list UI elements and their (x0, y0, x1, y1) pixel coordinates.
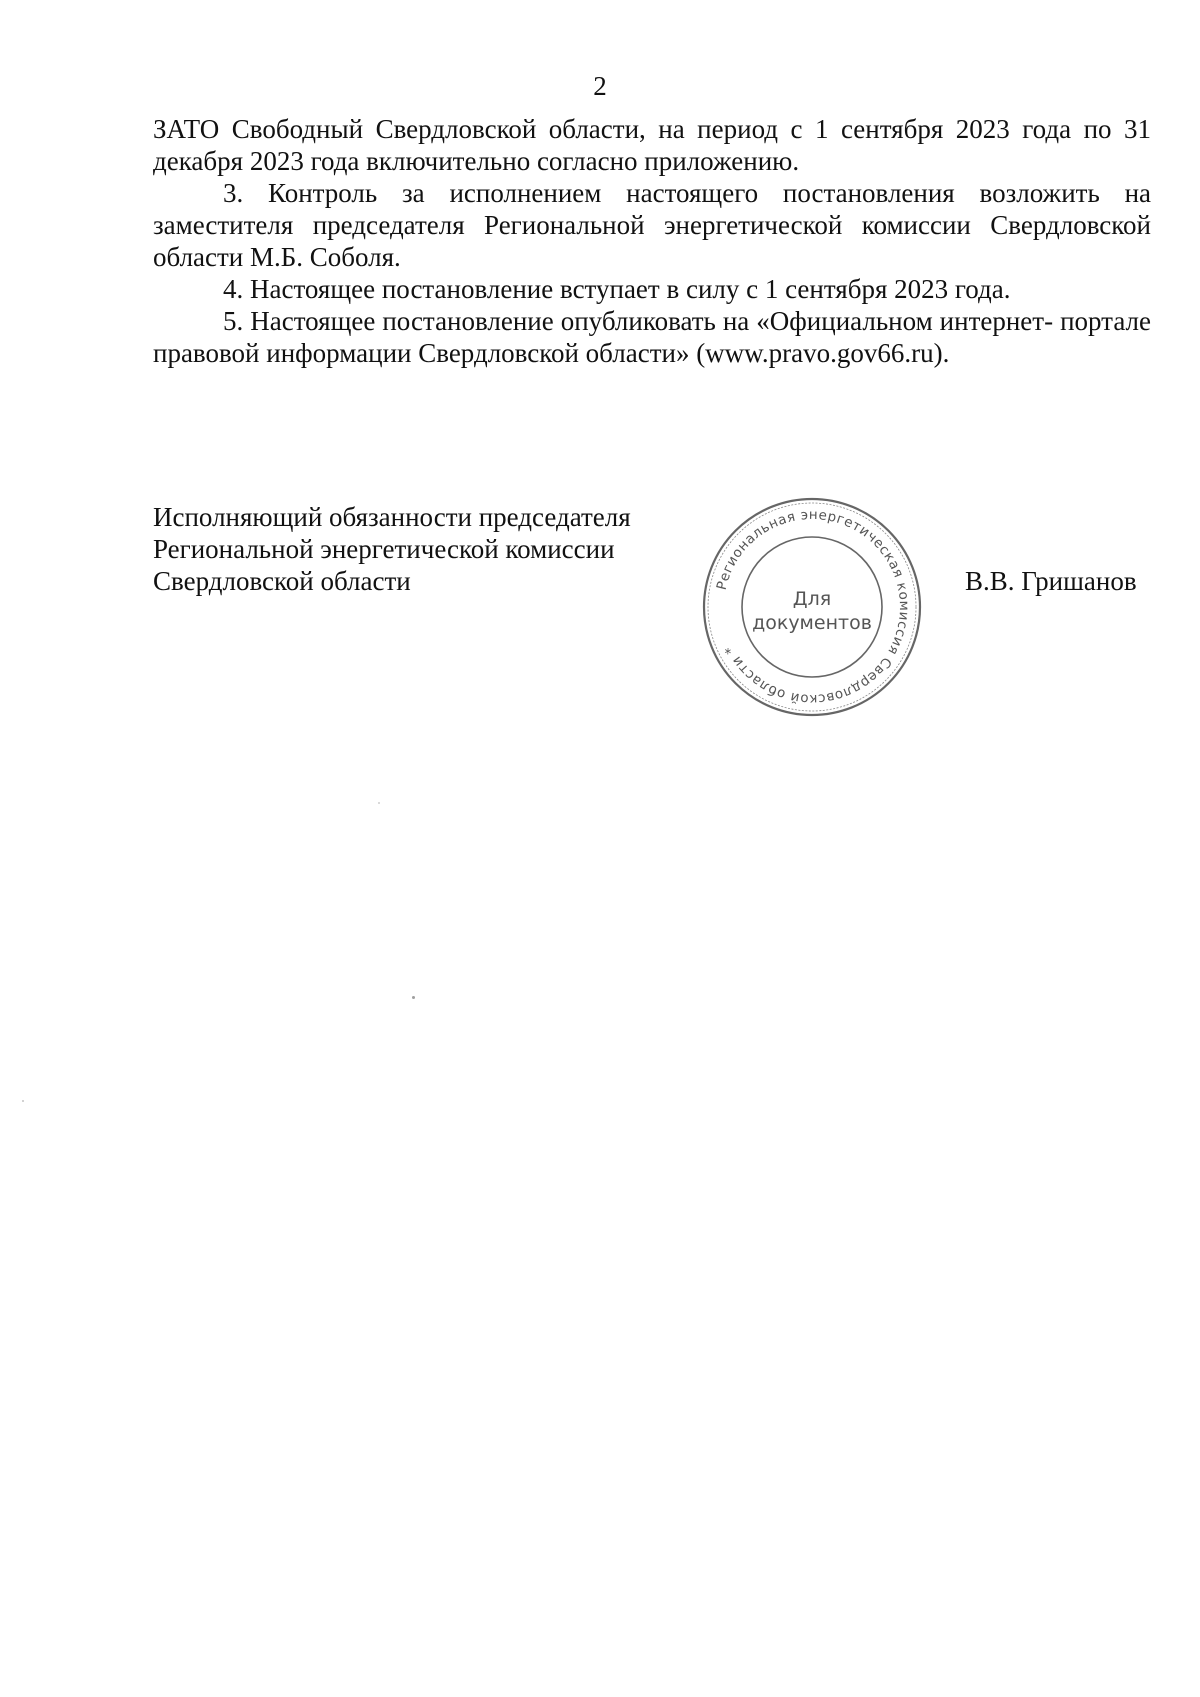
document-body (153, 113, 1151, 369)
stamp-center-line-2: документов (752, 612, 872, 634)
paragraph-line: ЗАТО Свободный Свердловской области, на период с 1 сентября 2023 года (153, 114, 1072, 144)
scan-speck (412, 996, 415, 999)
position-line: Свердловской области (153, 566, 411, 596)
official-stamp (700, 495, 924, 719)
position-line: Исполняющий обязанности председателя (153, 502, 631, 532)
signatory-position (153, 501, 713, 597)
position-line: Региональной энергетической комиссии (153, 534, 615, 564)
scan-speck (22, 1100, 24, 1102)
paragraph-line: Свердловской области М.Б. Соболя. (153, 210, 1151, 272)
paragraph-item-5 (153, 305, 1151, 369)
signer-name: В.В. Гришанов (965, 566, 1137, 596)
paragraph-line: по 31 декабря 2023 года включительно согласно приложению. (153, 114, 1151, 176)
page-number: 2 (593, 71, 607, 101)
paragraph-item-4 (153, 273, 1151, 305)
stamp-ring-text: Региональная энергетическая комиссия Свердловской области * (713, 506, 913, 708)
paragraph-line: 5. Настоящее постановление опубликовать на «Официальном интернет- (223, 306, 1054, 336)
stamp-center-line-1: Для (792, 588, 832, 610)
paragraph-line: 4. Настоящее постановление вступает в силу с 1 сентября 2023 года. (223, 274, 1011, 304)
scan-speck (378, 802, 380, 804)
paragraph-line: портале правовой информации Свердловской области» (www.pravo.gov66.ru). (153, 306, 1151, 368)
paragraph-continuation (153, 113, 1151, 177)
paragraph-item-3 (153, 177, 1151, 273)
paragraph-line: 3. Контроль за исполнением настоящего постановления возложить (223, 178, 1100, 208)
paragraph-line: на заместителя председателя Региональной энергетической комиссии (153, 178, 1152, 240)
